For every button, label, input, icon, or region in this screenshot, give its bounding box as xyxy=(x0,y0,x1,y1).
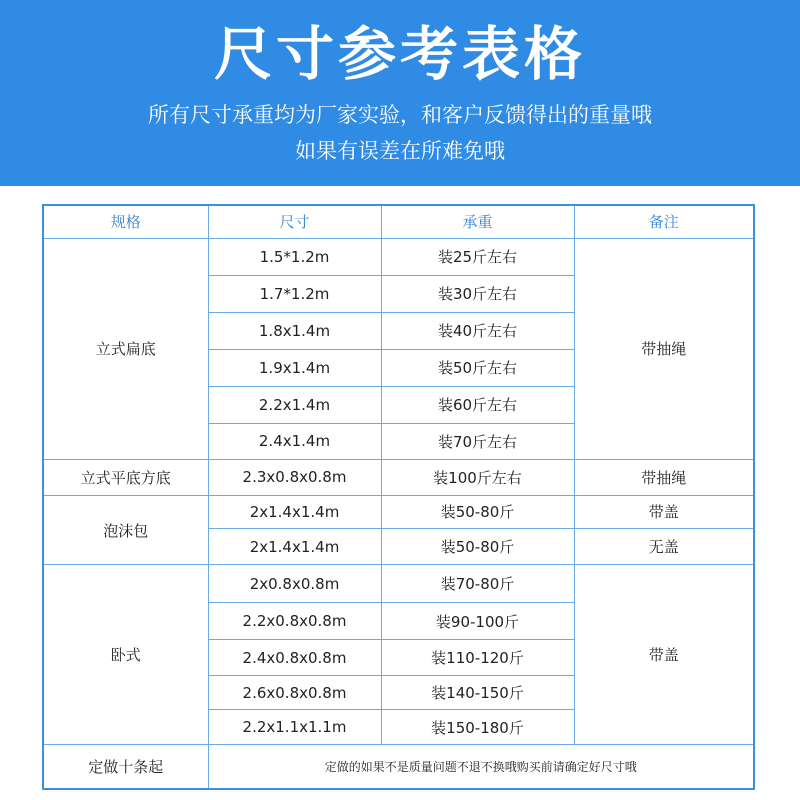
table-header-row xyxy=(43,205,754,238)
size-cell: 1.7*1.2m xyxy=(208,275,381,312)
load-cell: 装70-80斤 xyxy=(381,565,574,603)
size-reference-table xyxy=(42,204,755,790)
header-size: 尺寸 xyxy=(208,205,381,238)
load-cell: 装50-80斤 xyxy=(381,529,574,565)
load-cell: 装90-100斤 xyxy=(381,603,574,640)
load-cell: 装50-80斤 xyxy=(381,495,574,528)
remark-cell: 带抽绳 xyxy=(574,238,754,459)
table-row xyxy=(43,565,754,603)
load-cell: 装70斤左右 xyxy=(381,423,574,459)
category-cell: 泡沫包 xyxy=(43,495,208,564)
load-cell: 装60斤左右 xyxy=(381,386,574,423)
remark-cell: 带盖 xyxy=(574,495,754,528)
page-title: 尺寸参考表格 xyxy=(213,20,586,88)
custom-order-row xyxy=(43,745,754,789)
size-cell: 1.9x1.4m xyxy=(208,349,381,386)
size-cell: 2.4x0.8x0.8m xyxy=(208,640,381,676)
header-banner xyxy=(0,0,800,186)
load-cell: 装110-120斤 xyxy=(381,640,574,676)
load-cell: 装30斤左右 xyxy=(381,275,574,312)
size-cell: 2x1.4x1.4m xyxy=(208,529,381,565)
header-load: 承重 xyxy=(381,205,574,238)
size-cell: 2.3x0.8x0.8m xyxy=(208,459,381,495)
remark-cell: 无盖 xyxy=(574,529,754,565)
size-cell: 1.8x1.4m xyxy=(208,312,381,349)
category-cell: 卧式 xyxy=(43,565,208,745)
size-cell: 2.6x0.8x0.8m xyxy=(208,676,381,710)
category-cell: 立式平底方底 xyxy=(43,459,208,495)
category-cell: 立式扁底 xyxy=(43,238,208,459)
remark-cell: 带盖 xyxy=(574,565,754,745)
load-cell: 装25斤左右 xyxy=(381,238,574,275)
size-cell: 2x1.4x1.4m xyxy=(208,495,381,528)
load-cell: 装50斤左右 xyxy=(381,349,574,386)
table-row xyxy=(43,238,754,275)
load-cell: 装40斤左右 xyxy=(381,312,574,349)
size-cell: 2.2x0.8x0.8m xyxy=(208,603,381,640)
size-cell: 2.2x1.4m xyxy=(208,386,381,423)
subtitle-line-2: 如果有误差在所难免哦 xyxy=(295,139,505,163)
category-cell: 定做十条起 xyxy=(43,745,208,789)
load-cell: 装140-150斤 xyxy=(381,676,574,710)
load-cell: 装100斤左右 xyxy=(381,459,574,495)
custom-order-note: 定做的如果不是质量问题不退不换哦购买前请确定好尺寸哦 xyxy=(208,745,754,789)
header-spec: 规格 xyxy=(43,205,208,238)
subtitle-line-1: 所有尺寸承重均为厂家实验，和客户反馈得出的重量哦 xyxy=(148,103,652,127)
size-cell: 2x0.8x0.8m xyxy=(208,565,381,603)
table-row xyxy=(43,495,754,528)
remark-cell: 带抽绳 xyxy=(574,459,754,495)
size-cell: 2.2x1.1x1.1m xyxy=(208,710,381,745)
header-remark: 备注 xyxy=(574,205,754,238)
load-cell: 装150-180斤 xyxy=(381,710,574,745)
size-cell: 2.4x1.4m xyxy=(208,423,381,459)
table-row xyxy=(43,459,754,495)
size-cell: 1.5*1.2m xyxy=(208,238,381,275)
